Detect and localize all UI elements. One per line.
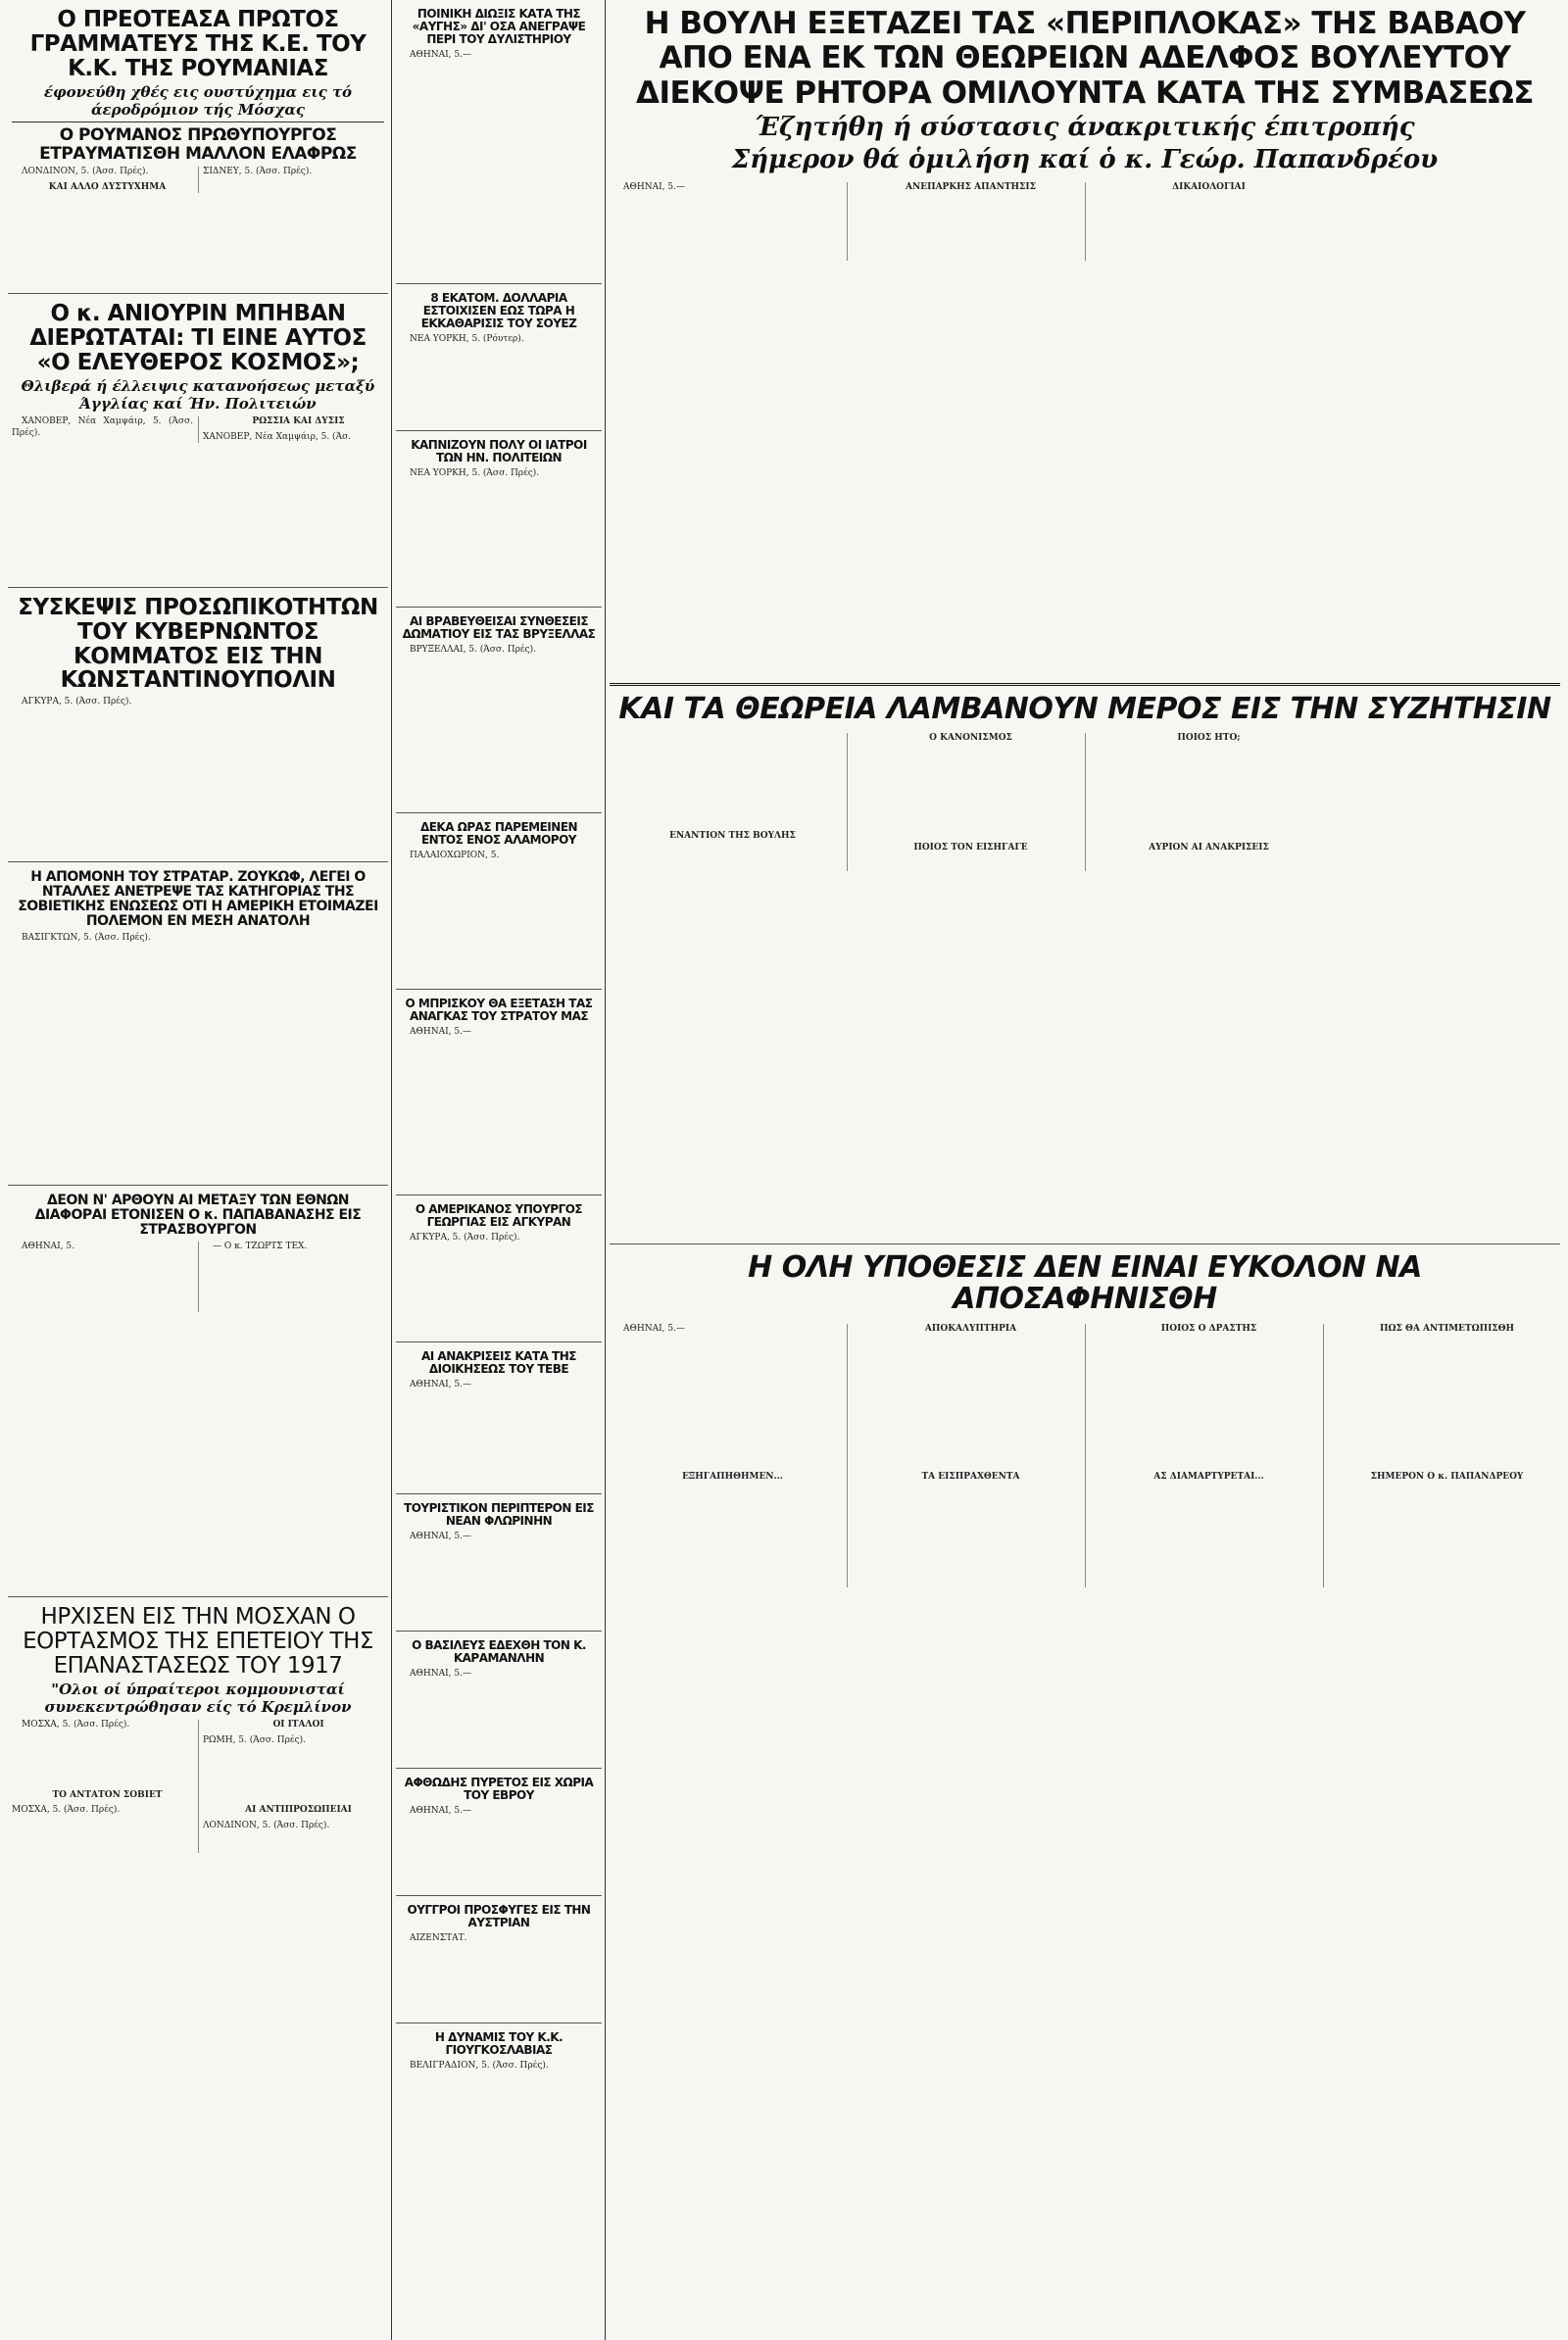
headline-secondary: Ο ΡΟΥΜΑΝΟΣ ΠΡΩΘΥΠΟΥΡΓΟΣ ΕΤΡΑΥΜΑΤΙΣΘΗ ΜΑΛΛΟΝ ΕΛΑΦΡΩΣ <box>12 122 384 163</box>
article-galleries <box>610 686 1560 1244</box>
dateline: ΧΑΝΟΒΕΡ, Νέα Χαμψάιρ, 5. (Άσ. <box>203 431 352 442</box>
headline: Η ΔΥΝΑΜΙΣ ΤΟΥ Κ.Κ. ΓΙΟΥΓΚΟΣΛΑΒΙΑΣ <box>434 2030 564 2057</box>
subsection-title: ΤΑ ΕΙΣΠΡΑΧΘΕΝΤΑ <box>921 1472 1020 1483</box>
dateline: ΑΘΗΝΑΙ, 5.— <box>623 182 685 193</box>
headline: Ο ΜΠΡΙΣΚΟΥ ΘΑ ΕΞΕΤΑΣΗ ΤΑΣ ΑΝΑΓΚΑΣ ΤΟΥ ΣΤΡΑΤΟΥ ΜΑΣ <box>405 997 593 1023</box>
dateline: ΛΟΝΔΙΝΟΝ, 5. (Άσσ. Πρές). <box>203 1820 330 1830</box>
dateline: ΑΘΗΝΑΙ, 5.— <box>410 1668 471 1679</box>
subheadline: "Ολοι οί ύπραίτεροι κομμουνισταί συνεκεντρώθησαν είς τό Κρεμλίνον <box>44 1681 352 1717</box>
headline: ΚΑΙ ΤΑ ΘΕΩΡΕΙΑ ΛΑΜΒΑΝΟΥΝ ΜΕΡΟΣ ΕΙΣ ΤΗΝ ΣΥΖΗΤΗΣΙΝ <box>618 692 1551 726</box>
headline: Η ΟΛΗ ΥΠΟΘΕΣΙΣ ΔΕΝ ΕΙΝΑΙ ΕΥΚΟΛΟΝ ΝΑ ΑΠΟΣΑΦΗΝΙΣΘΗ <box>748 1250 1422 1317</box>
dateline: ΑΘΗΝΑΙ, 5. <box>22 1242 74 1252</box>
headline: ΑΦΘΩΔΗΣ ΠΥΡΕΤΟΣ ΕΙΣ ΧΩΡΙΑ ΤΟΥ ΕΒΡΟΥ <box>404 1776 594 1802</box>
article-body <box>12 1720 384 1853</box>
dateline: ΑΓΚΥΡΑ, 5. (Άσσ. Πρές). <box>410 1232 520 1243</box>
column-right <box>610 0 1560 2340</box>
subheadline: Θλιβερά ή έλλειψις κατανοήσεως μεταξύ Άγγλίας καί Ήν. Πολιτειών <box>21 377 375 414</box>
article-parliament <box>610 0 1560 686</box>
banner-headline-3: ΔΙΕΚΟΨΕ ΡΗΤΟΡΑ ΟΜΙΛΟΥΝΤΑ ΚΑΤΑ ΤΗΣ ΣΥΜΒΑΣΕΩΣ <box>636 74 1534 111</box>
subheadline: Σήμερον θά ὁμιλήση καί ὁ κ. Γεώρ. Παπανδρέου <box>731 145 1439 175</box>
article-body <box>12 697 384 707</box>
column-rule <box>391 0 392 2340</box>
article-army <box>396 990 602 1195</box>
article-moscow <box>8 1597 388 2340</box>
headline: ΔΕΟΝ Ν' ΑΡΘΟΥΝ ΑΙ ΜΕΤΑΞΥ ΤΩΝ ΕΘΝΩΝ ΔΙΑΦΟΡΑΙ ΕΤΟΝΙΣΕΝ Ο κ. ΠΑΠΑΒΑΝΑΣΗΣ ΕΙΣ ΣΤΡΑΣΒΟΥΡΓΟΝ <box>34 1193 362 1239</box>
dateline: ΡΩΜΗ, 5. (Άσσ. Πρές). <box>203 1734 306 1745</box>
column-rule <box>605 0 606 2340</box>
article-body <box>12 933 384 944</box>
dateline: ΑΘΗΝΑΙ, 5.— <box>623 1323 685 1334</box>
article-body <box>12 416 384 443</box>
headline: ΑΙ ΑΝΑΚΡΙΣΕΙΣ ΚΑΤΑ ΤΗΣ ΔΙΟΙΚΗΣΕΩΣ ΤΟΥ ΤΕΒΕ <box>420 1349 576 1376</box>
banner-headline-1: Η ΒΟΥΛΗ ΕΞΕΤΑΖΕΙ ΤΑΣ «ΠΕΡΙΠΛΟΚΑΣ» ΤΗΣ ΒΑΒΑΟΥ <box>644 6 1526 41</box>
dateline: ΜΟΣΧΑ, 5. (Άσσ. Πρές). <box>12 1805 121 1816</box>
article-agriculture <box>396 1195 602 1342</box>
article-king <box>396 1632 602 1769</box>
dateline: ΝΕΑ ΥΟΡΚΗ, 5. (Άσσ. Πρές). <box>410 467 540 478</box>
dateline: — Ο κ. ΤΖΩΡΤΣ ΤΕΧ. <box>213 1242 308 1252</box>
article-ten-hours <box>396 813 602 990</box>
subsection-title: ΠΩΣ ΘΑ ΑΝΤΙΜΕΤΩΠΙΣΘΗ <box>1379 1323 1515 1334</box>
dateline: ΜΟΣΧΑ, 5. (Άσσ. Πρές). <box>22 1720 130 1731</box>
dateline: ΛΟΝΔΙΝΟΝ, 5. (Άσσ. Πρές). <box>22 167 149 177</box>
headline: ΣΥΣΚΕΨΙΣ ΠΡΟΣΩΠΙΚΟΤΗΤΩΝ ΤΟΥ ΚΥΒΕΡΝΩΝΤΟΣ ΚΟΜΜΑΤΟΣ ΕΙΣ ΤΗΝ ΚΩΝΣΤΑΝΤΙΝΟΥΠΟΛΙΝ <box>18 595 378 694</box>
column-middle <box>396 0 602 2340</box>
article-zhukov <box>8 862 388 1186</box>
article-yugoslavia <box>396 2023 602 2340</box>
dateline: ΣΙΔΝΕΥ, 5. (Άσσ. Πρές). <box>203 167 313 177</box>
article-bevan <box>8 294 388 588</box>
dateline: ΧΑΝΟΒΕΡ, Νέα Χαμψάιρ, 5. (Άσσ. Πρές). <box>12 416 193 438</box>
dateline: ΑΘΗΝΑΙ, 5.— <box>410 1805 471 1816</box>
dateline: ΒΡΥΞΕΛΛΑΙ, 5. (Άσσ. Πρές). <box>410 644 536 655</box>
headline: Η ΑΠΟΜΟΝΗ ΤΟΥ ΣΤΡΑΤΑΡ. ΖΟΥΚΩΦ, ΛΕΓΕΙ Ο ΝΤΑΛΛΕΣ ΑΝΕΤΡΕΨΕ ΤΑΣ ΚΑΤΗΓΟΡΙΑΣ ΤΗΣ ΣΟΒΙΕΤΙΚΗΣ ΕΝΩΣΕΩΣ ΟΤΙ Η ΑΜΕΡΙΚΗ ΕΤΟΙΜΑΖΕΙ ΠΟΛΕΜΟΝ ΕΝ ΜΕΣΗ ΑΝΑΤΟΛΗ <box>18 869 378 930</box>
subsection-title: ΠΟΙΟΣ Ο ΔΡΑΣΤΗΣ <box>1160 1323 1257 1334</box>
headline: ΤΟΥΡΙΣΤΙΚΟΝ ΠΕΡΙΠΤΕΡΟΝ ΕΙΣ ΝΕΑΝ ΦΛΩΡΙΝΗΝ <box>404 1501 594 1528</box>
headline: Ο ΒΑΣΙΛΕΥΣ ΕΔΕΧΘΗ ΤΟΝ Κ. ΚΑΡΑΜΑΝΛΗΝ <box>412 1638 586 1665</box>
subsection-title: ΚΑΙ ΑΛΛΟ ΔΥΣΤΥΧΗΜΑ <box>48 181 167 192</box>
article-body <box>12 167 384 193</box>
article-hungarian-refugees <box>396 1896 602 2023</box>
subsection-title: ΔΙΚΑΙΟΛΟΓΙΑΙ <box>1172 182 1246 193</box>
dateline: ΑΘΗΝΑΙ, 5.— <box>410 1026 471 1037</box>
article-tebe <box>396 1342 602 1494</box>
headline: ΗΡΧΙΣΕΝ ΕΙΣ ΤΗΝ ΜΟΣΧΑΝ Ο ΕΟΡΤΑΣΜΟΣ ΤΗΣ ΕΠΕΤΕΙΟΥ ΤΗΣ ΕΠΑΝΑΣΤΑΣΕΩΣ ΤΟΥ 1917 <box>23 1604 373 1679</box>
article-brussels <box>396 608 602 813</box>
headline: Ο ΑΜΕΡΙΚΑΝΟΣ ΥΠΟΥΡΓΟΣ ΓΕΩΡΓΙΑΣ ΕΙΣ ΑΓΚΥΡΑΝ <box>415 1202 583 1229</box>
dateline: ΒΑΣΙΓΚΤΩΝ, 5. (Άσσ. Πρές). <box>22 933 151 944</box>
article-body <box>613 733 1556 870</box>
dateline: ΑΘΗΝΑΙ, 5.— <box>410 49 471 60</box>
dateline: ΑΙΖΕΝΣΤΑΤ. <box>410 1932 467 1943</box>
column-left <box>8 0 388 2340</box>
headline: ΔΕΚΑ ΩΡΑΣ ΠΑΡΕΜΕΙΝΕΝ ΕΝΤΟΣ ΕΝΟΣ ΑΛΑΜΟΡΟΥ <box>419 820 578 847</box>
subsection-title: ΑΙ ΑΝΤΙΠΡΟΣΩΠΕΙΑΙ <box>245 1805 352 1816</box>
article-doctors <box>396 431 602 608</box>
banner-headline-2: ΑΠΟ ΕΝΑ ΕΚ ΤΩΝ ΘΕΩΡΕΙΩΝ ΑΔΕΛΦΟΣ ΒΟΥΛΕΥΤΟΥ <box>659 40 1511 76</box>
dateline: ΒΕΛΙΓΡΑΔΙΟΝ, 5. (Άσσ. Πρές). <box>410 2060 549 2071</box>
subsection-title: ΣΗΜΕΡΟΝ Ο κ. ΠΑΠΑΝΔΡΕΟΥ <box>1370 1472 1524 1483</box>
article-evros <box>396 1769 602 1896</box>
article-avgi <box>396 0 602 284</box>
dateline: ΝΕΑ ΥΟΡΚΗ, 5. (Ρόυτερ). <box>410 333 524 344</box>
article-body <box>613 1324 1556 1587</box>
subsection-title: ΑΣ ΔΙΑΜΑΡΤΥΡΕΤΑΙ... <box>1153 1472 1264 1483</box>
subsection-title: ΠΟΙΟΣ ΗΤΟ; <box>1177 733 1241 744</box>
article-whole-affair <box>610 1244 1560 2340</box>
subsection-title: ΑΥΡΙΟΝ ΑΙ ΑΝΑΚΡΙΣΕΙΣ <box>1149 842 1269 853</box>
subheadline: έφονεύθη χθές εις ουστύχημα εις τό άεροδρόμιον τής Μόσχας <box>43 83 353 120</box>
dateline: ΑΘΗΝΑΙ, 5.— <box>410 1379 471 1389</box>
subheadline: Έζητήθη ή σύστασις άνακριτικής έπιτροπής <box>755 113 1415 143</box>
dateline: ΑΓΚΥΡΑ, 5. (Άσσ. Πρές). <box>22 697 132 707</box>
article-istanbul <box>8 588 388 862</box>
headline: ΚΑΠΝΙΖΟΥΝ ΠΟΛΥ ΟΙ ΙΑΤΡΟΙ ΤΩΝ ΗΝ. ΠΟΛΙΤΕΙΩΝ <box>411 438 587 464</box>
headline: 8 ΕΚΑΤΟΜ. ΔΟΛΛΑΡΙΑ ΕΣΤΟΙΧΙΣΕΝ ΕΩΣ ΤΩΡΑ Η ΕΚΚΑΘΑΡΙΣΙΣ ΤΟΥ ΣΟΥΕΖ <box>420 291 577 330</box>
article-romania <box>8 0 388 294</box>
dateline: ΠΑΛΑΙΟΧΩΡΙΟΝ, 5. <box>410 850 500 860</box>
article-strasbourg <box>8 1186 388 1597</box>
subsection-title: ΕΞΗΓΑΠΗΘΗΜΕΝ... <box>682 1472 783 1483</box>
article-suez <box>396 284 602 431</box>
dateline: ΑΘΗΝΑΙ, 5.— <box>410 1531 471 1541</box>
headline: Ο κ. ΑΝΙΟΥΡΙΝ ΜΠΗΒΑΝ ΔΙΕΡΩΤΑΤΑΙ: ΤΙ ΕΙΝΕ ΑΥΤΟΣ «Ο ΕΛΕΥΘΕΡΟΣ ΚΟΣΜΟΣ»; <box>29 301 367 375</box>
subsection-title: ΑΝΕΠΑΡΚΗΣ ΑΠΑΝΤΗΣΙΣ <box>906 182 1036 193</box>
subsection-title: ΠΟΙΟΣ ΤΟΝ ΕΙΣΗΓΑΓΕ <box>913 842 1028 853</box>
article-body <box>12 1242 384 1311</box>
headline: ΑΙ ΒΡΑΒΕΥΘΕΙΣΑΙ ΣΥΝΘΕΣΕΙΣ ΔΩΜΑΤΙΟΥ ΕΙΣ ΤΑΣ ΒΡΥΞΕΛΛΑΣ <box>402 614 596 641</box>
subsection-title: ΑΠΟΚΑΛΥΠΤΗΡΙΑ <box>924 1323 1017 1334</box>
headline: ΠΟΙΝΙΚΗ ΔΙΩΞΙΣ ΚΑΤΑ ΤΗΣ «ΑΥΓΗΣ» ΔΙ' ΟΣΑ ΑΝΕΓΡΑΨΕ ΠΕΡΙ ΤΟΥ ΔΥΛΙΣΤΗΡΙΟΥ <box>412 7 586 46</box>
headline: ΟΥΓΓΡΟΙ ΠΡΟΣΦΥΓΕΣ ΕΙΣ ΤΗΝ ΑΥΣΤΡΙΑΝ <box>407 1903 591 1929</box>
subsection-title: ΟΙ ΙΤΑΛΟΙ <box>272 1720 324 1731</box>
subsection-title: ΡΩΣΣΙΑ ΚΑΙ ΔΥΣΙΣ <box>252 416 345 427</box>
subsection-title: Ο ΚΑΝΟΝΙΣΜΟΣ <box>929 733 1012 744</box>
article-florina <box>396 1494 602 1632</box>
article-body <box>613 182 1556 261</box>
subsection-title: ΕΝΑΝΤΙΟΝ ΤΗΣ ΒΟΥΛΗΣ <box>669 831 796 842</box>
subsection-title: ΤΟ ΑΝΤΑΤΟΝ ΣΟΒΙΕΤ <box>52 1789 163 1800</box>
headline: Ο ΠΡΕΟΤΕΑΣΑ ΠΡΩΤΟΣ ΓΡΑΜΜΑΤΕΥΣ ΤΗΣ Κ.Ε. ΤΟΥ Κ.Κ. ΤΗΣ ΡΟΥΜΑΝΙΑΣ <box>29 7 367 81</box>
